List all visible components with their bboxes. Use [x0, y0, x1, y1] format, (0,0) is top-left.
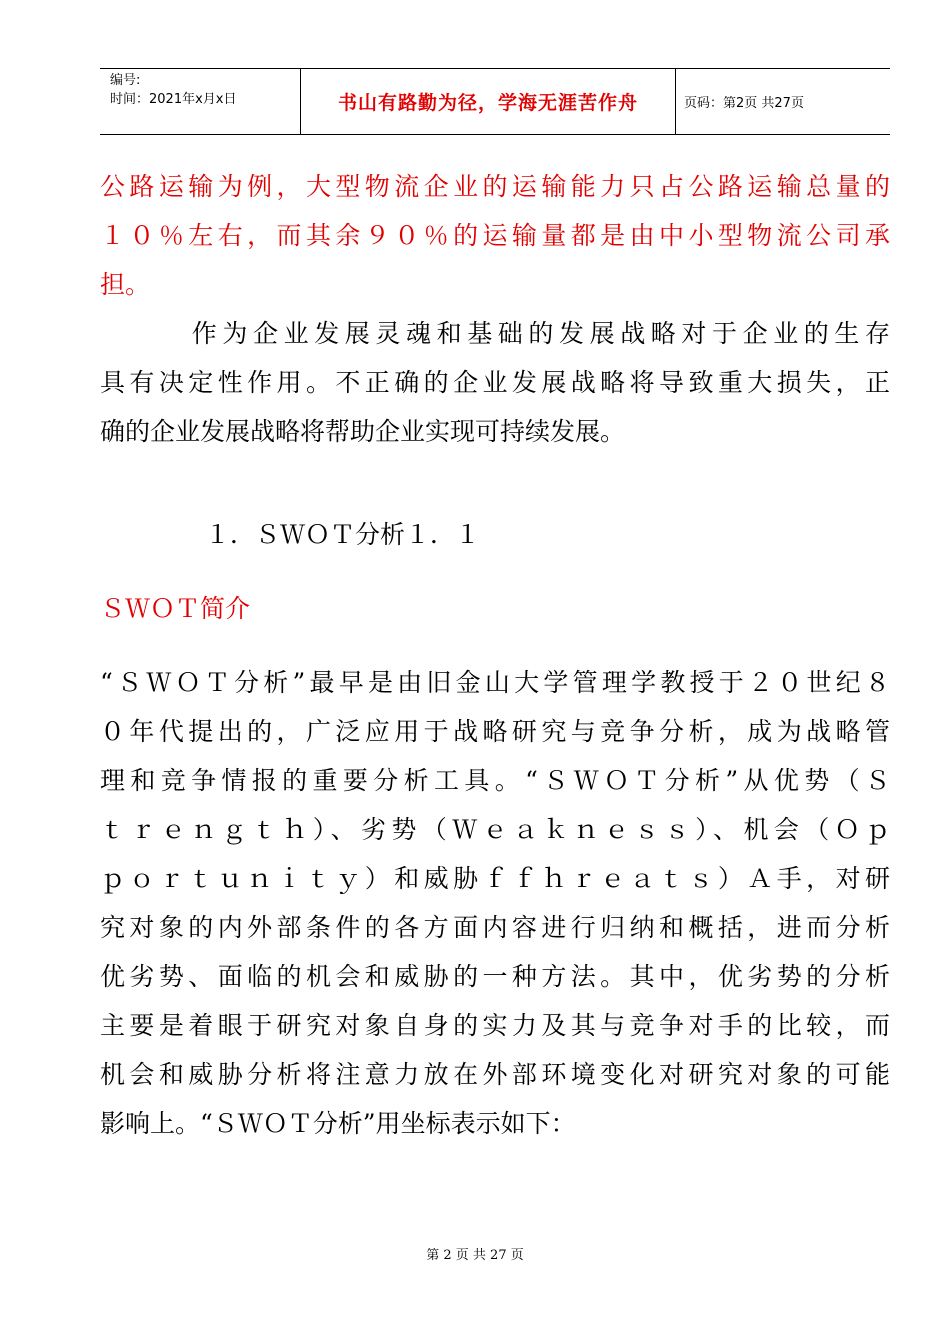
paragraph-2: [100, 309, 890, 456]
header-meta: [100, 69, 301, 134]
text-line: 主要是着眼于研究对象自身的实力及其与竞争对手的比较，而: [100, 1011, 890, 1040]
number-label: 编号:: [110, 73, 141, 88]
header-motto: 书山有路勤为径，学海无涯苦作舟: [301, 69, 676, 134]
text-line: 担。: [100, 270, 151, 299]
text-line: 机会和威胁分析将注意力放在外部环境变化对研究对象的可能: [100, 1060, 890, 1089]
red-paragraph: [100, 162, 890, 309]
page-header: [100, 68, 890, 135]
header-page-info: 页码：第2页 共27页: [684, 96, 804, 111]
text-line: 公路运输为例，大型物流企业的运输能力只占公路运输总量的: [100, 172, 890, 201]
text-line: “ＳＷＯＴ分析”最早是由旧金山大学管理学教授于２０世纪８: [100, 668, 890, 697]
subsection-heading: ＳＷＯＴ简介: [100, 594, 251, 623]
text-line: 作为企业发展灵魂和基础的发展战略对于企业的生存: [100, 319, 890, 348]
text-line: 理和竞争情报的重要分析工具。“ＳＷＯＴ分析”从优势（Ｓ: [100, 766, 890, 795]
text-line: ｐｏｒｔｕｎｉｔｙ）和威胁ｆｆｈｒｅａｔｓ）Ａ手，对研: [100, 864, 890, 893]
text-line: 具有决定性作用。不正确的企业发展战略将导致重大损失，正: [100, 368, 890, 397]
text-line: 优劣势、面临的机会和威胁的一种方法。其中，优劣势的分析: [100, 962, 890, 991]
time-label: 时间：2021年x月x日: [110, 92, 237, 107]
text-line: ｔｒｅｎｇｔｈ）、劣势（Ｗｅａｋｎｅｓｓ）、机会（Ｏｐ: [100, 815, 890, 844]
section-heading: １．ＳＷＯＴ分析１．１: [205, 520, 481, 549]
text-line: ０年代提出的，广泛应用于战略研究与竞争分析，成为战略管: [100, 717, 890, 746]
text-line: 究对象的内外部条件的各方面内容进行归纳和概括，进而分析: [100, 913, 890, 942]
text-line: １０％左右，而其余９０％的运输量都是由中小型物流公司承: [100, 221, 890, 250]
page-footer: 第 2 页 共 27 页: [426, 1248, 524, 1263]
text-line: 确的企业发展战略将帮助企业实现可持续发展。: [100, 417, 626, 446]
text-line: 影响上。“ＳＷＯＴ分析”用坐标表示如下：: [100, 1109, 576, 1138]
paragraph-3: [100, 658, 890, 1148]
